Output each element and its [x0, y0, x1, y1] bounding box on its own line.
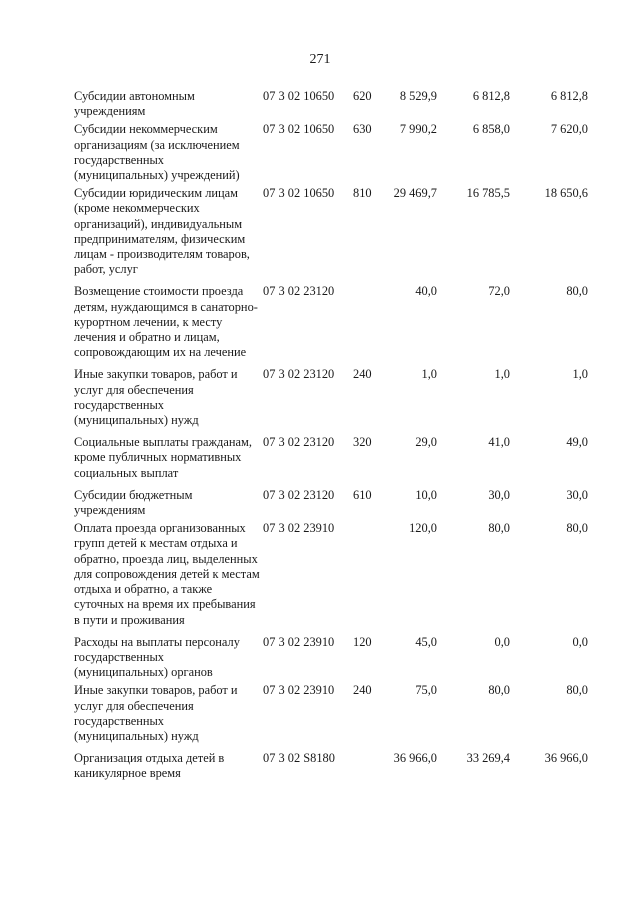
table-row: [74, 89, 614, 119]
row-target-code: 07 3 02 23120: [263, 435, 335, 450]
row-expense-type: 610: [353, 487, 372, 502]
row-description: Субсидии автономным учреждениям: [74, 89, 195, 119]
row-amount-year-3: 30,0: [566, 487, 588, 502]
row-amount-year-1: 8 529,9: [399, 89, 437, 103]
row-description: Субсидии юридическим лицам (кроме некоммерческих организаций), индивидуальным предпринимателям, физическим лицам - производителям товаров, работ, услуг: [74, 186, 250, 277]
row-amount-year-2: 33 269,4: [466, 751, 510, 766]
row-amount-year-1: 7 990,2: [399, 122, 437, 137]
row-amount-year-3: 80,0: [566, 683, 588, 698]
row-expense-type: 240: [353, 367, 372, 382]
page-number: 271: [309, 52, 331, 67]
row-description: Субсидии бюджетным учреждениям: [74, 487, 193, 518]
row-amount-year-2: 6 812,8: [472, 89, 510, 103]
table-row: [74, 751, 614, 781]
row-expense-type: 810: [353, 186, 372, 201]
row-description: Организация отдыха детей в каникулярное время: [74, 751, 225, 781]
row-amount-year-3: 6 812,8: [550, 89, 588, 103]
row-amount-year-3: 18 650,6: [544, 186, 588, 201]
table-row: [74, 367, 614, 428]
row-target-code: 07 3 02 23910: [263, 634, 335, 649]
row-amount-year-2: 6 858,0: [472, 122, 510, 137]
row-target-code: 07 3 02 10650: [263, 186, 335, 201]
table-row: [74, 521, 614, 627]
row-description: Расходы на выплаты персоналу государственных (муниципальных) органов: [74, 634, 240, 680]
row-amount-year-2: 30,0: [488, 487, 510, 502]
row-amount-year-1: 45,0: [415, 634, 437, 649]
row-target-code: 07 3 02 23120: [263, 284, 335, 299]
table-row: [74, 435, 614, 481]
row-amount-year-1: 29 469,7: [393, 186, 437, 201]
row-target-code: 07 3 02 S8180: [263, 751, 335, 766]
table-row: [74, 122, 614, 183]
row-amount-year-2: 16 785,5: [466, 186, 510, 201]
row-amount-year-2: 80,0: [488, 521, 510, 536]
row-target-code: 07 3 02 23120: [263, 367, 335, 382]
table-row: [74, 683, 614, 744]
row-expense-type: 630: [353, 122, 372, 137]
row-description: Иные закупки товаров, работ и услуг для обеспечения государственных (муниципальных) нужд: [74, 683, 238, 743]
table-row: [74, 284, 614, 360]
row-target-code: 07 3 02 23910: [263, 683, 335, 698]
row-expense-type: 320: [353, 435, 372, 450]
row-amount-year-3: 49,0: [566, 435, 588, 450]
row-target-code: 07 3 02 23910: [263, 521, 335, 536]
row-amount-year-2: 0,0: [494, 634, 510, 649]
row-amount-year-1: 29,0: [415, 435, 437, 450]
row-description: Оплата проезда организованных групп детей к местам отдыха и обратно, проезда лиц, выделенных для сопровождения детей к местам отдыха и обратно, а также суточных на время их пребывания в пути и проживания: [74, 521, 260, 627]
row-amount-year-3: 80,0: [566, 284, 588, 299]
row-amount-year-3: 36 966,0: [544, 751, 588, 766]
table-row: [74, 635, 614, 681]
row-expense-type: 240: [353, 683, 372, 698]
row-target-code: 07 3 02 10650: [263, 89, 335, 103]
row-description: Иные закупки товаров, работ и услуг для обеспечения государственных (муниципальных) нужд: [74, 367, 238, 428]
row-description: Социальные выплаты гражданам, кроме публичных нормативных социальных выплат: [74, 435, 252, 480]
row-amount-year-3: 0,0: [572, 634, 588, 649]
row-amount-year-3: 80,0: [566, 521, 588, 536]
row-amount-year-1: 120,0: [409, 521, 437, 536]
row-amount-year-3: 1,0: [572, 367, 588, 382]
row-target-code: 07 3 02 23120: [263, 487, 335, 502]
row-description: Возмещение стоимости проезда детям, нуждающимся в санаторно-курортном лечении, к месту лечения и обратно и лицам, сопровождающим их на лечение: [74, 284, 258, 360]
row-amount-year-2: 80,0: [488, 683, 510, 698]
budget-table: [74, 89, 614, 782]
row-amount-year-2: 41,0: [488, 435, 510, 450]
row-amount-year-2: 72,0: [488, 284, 510, 299]
row-amount-year-1: 1,0: [421, 367, 437, 382]
row-amount-year-1: 75,0: [415, 683, 437, 698]
row-amount-year-3: 7 620,0: [550, 122, 588, 137]
row-description: Субсидии некоммерческим организациям (за исключением государственных (муниципальных) учреждений): [74, 122, 240, 183]
row-amount-year-1: 36 966,0: [393, 751, 437, 766]
table-row: [74, 488, 614, 518]
row-expense-type: 120: [353, 634, 372, 649]
table-row: [74, 186, 614, 277]
row-expense-type: 620: [353, 89, 372, 103]
row-amount-year-2: 1,0: [494, 367, 510, 382]
row-amount-year-1: 10,0: [415, 487, 437, 502]
row-target-code: 07 3 02 10650: [263, 122, 335, 137]
row-amount-year-1: 40,0: [415, 284, 437, 299]
